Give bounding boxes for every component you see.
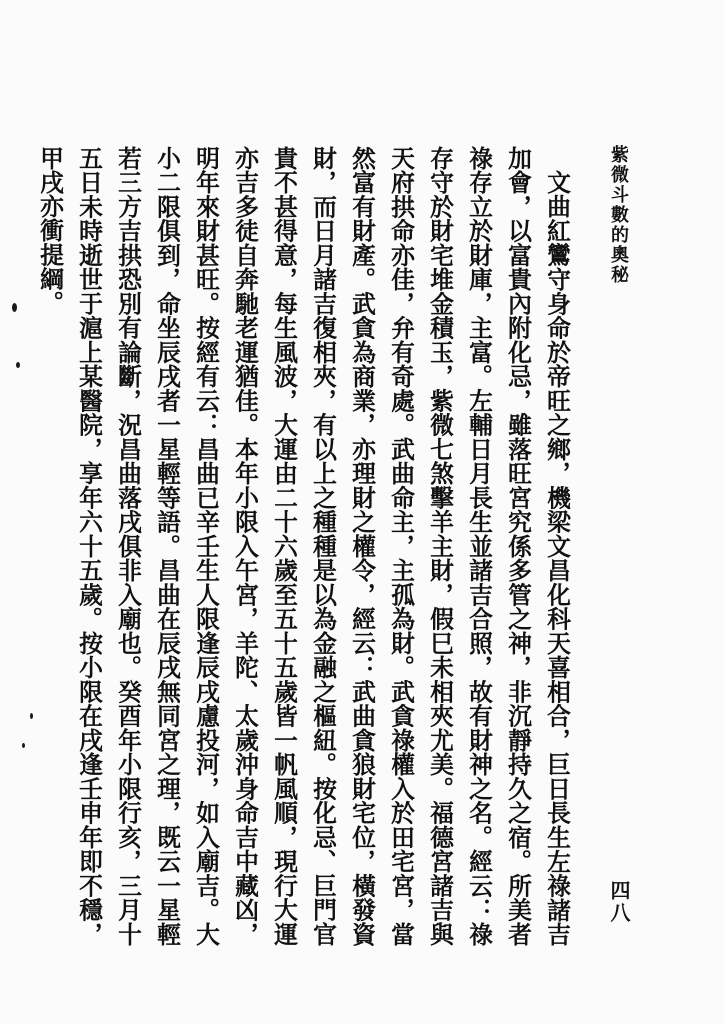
margin-speck	[12, 303, 17, 312]
page-number: 四八	[607, 880, 631, 924]
margin-speck	[22, 743, 25, 748]
running-title: 紫微斗數的奧秘	[608, 145, 629, 285]
margin-speck	[30, 713, 33, 719]
margin-speck	[16, 362, 20, 368]
body-text: 文曲紅鸞守身命於帝旺之鄉，機梁文昌化科天喜相合，巨日長生左祿諸吉加會，以富貴內附化忌，雖落旺宮究係多管之神，非沉靜持久之宿。所美者祿存立於財庫，主富。左輔日月長生並諸吉合照，故有財神之名。經云：祿存守於財宅堆金積玉，紫微七煞擊羊主財，假巳未相夾尤美。福德宮諸吉與天府拱命亦佳，弁有奇處。武曲命主，主孤為財。武貪祿權入於田宅宮，當然富有財產。武貪為商業，亦理財之權令，經云：武曲貪狼財宅位，橫發資財，而日月諸吉復相夾，有以上之種種是以為金融之樞紐。按化忌、巨門官貴不甚得意，每生風波，大運由二十六歲至五十五歲皆一帆風順，現行大運亦吉多徒自奔馳老運猶佳。本年小限入午宮，羊陀、太歲沖身命吉中藏凶，明年來財甚旺。按經有云：昌曲已辛壬生人限逢辰戌慮投河，如入廟吉。大小二限俱到，命坐辰戌者一星輕等語。昌曲在辰戌無同宮之理，既云一星輕若三方吉拱恐別有論斷，況昌曲落戌俱非入廟也。癸酉年小限行亥，三月十五日未時逝世于滬上某醫院，享年六十五歲。按小限在戌逢壬申年即不穩，甲戌亦衝提綱。	[36, 146, 571, 946]
